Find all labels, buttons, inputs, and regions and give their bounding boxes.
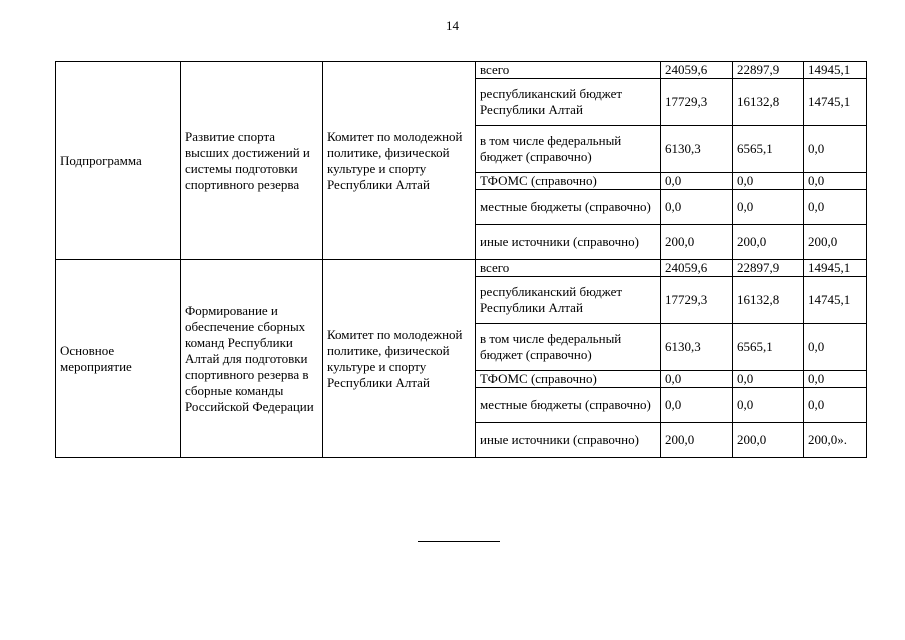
funding-source-cell: всего [476,260,661,277]
value-cell-year2: 0,0 [733,371,804,388]
funding-source-cell: ТФОМС (справочно) [476,173,661,190]
section-executor-cell: Комитет по молодежной политике, физической культуре и спорту Республики Алтай [323,62,476,260]
value-cell-year1: 200,0 [661,423,733,458]
value-cell-year2: 0,0 [733,388,804,423]
value-cell-year1: 24059,6 [661,62,733,79]
value-cell-year1: 17729,3 [661,277,733,324]
value-cell-year3: 0,0 [804,388,867,423]
table-row [56,62,867,79]
value-cell-year2: 200,0 [733,423,804,458]
value-cell-year3: 14745,1 [804,79,867,126]
value-cell-year3: 0,0 [804,371,867,388]
funding-source-cell: иные источники (справочно) [476,423,661,458]
value-cell-year3: 200,0». [804,423,867,458]
table-row [56,260,867,277]
value-cell-year3: 0,0 [804,190,867,225]
value-cell-year3: 200,0 [804,225,867,260]
funding-source-cell: в том числе федеральный бюджет (справочно) [476,126,661,173]
value-cell-year3: 14945,1 [804,260,867,277]
section-executor-cell: Комитет по молодежной политике, физической культуре и спорту Республики Алтай [323,260,476,458]
section-name-cell: Формирование и обеспечение сборных команд Республики Алтай для подготовки спортивного резерва в сборные команды Российской Федерации [181,260,323,458]
value-cell-year2: 0,0 [733,173,804,190]
value-cell-year3: 0,0 [804,173,867,190]
value-cell-year1: 17729,3 [661,79,733,126]
value-cell-year2: 0,0 [733,190,804,225]
value-cell-year3: 14945,1 [804,62,867,79]
value-cell-year2: 200,0 [733,225,804,260]
funding-source-cell: местные бюджеты (справочно) [476,190,661,225]
value-cell-year1: 6130,3 [661,126,733,173]
section-name-cell: Развитие спорта высших достижений и системы подготовки спортивного резерва [181,62,323,260]
value-cell-year1: 0,0 [661,388,733,423]
funding-source-cell: иные источники (справочно) [476,225,661,260]
value-cell-year1: 0,0 [661,190,733,225]
value-cell-year2: 16132,8 [733,277,804,324]
funding-source-cell: ТФОМС (справочно) [476,371,661,388]
funding-source-cell: республиканский бюджет Республики Алтай [476,79,661,126]
funding-source-cell: всего [476,62,661,79]
section-type-cell: Основное мероприятие [56,260,181,458]
value-cell-year3: 0,0 [804,126,867,173]
value-cell-year1: 24059,6 [661,260,733,277]
funding-source-cell: республиканский бюджет Республики Алтай [476,277,661,324]
value-cell-year2: 6565,1 [733,324,804,371]
value-cell-year2: 16132,8 [733,79,804,126]
section-main-activity [56,260,867,458]
value-cell-year1: 200,0 [661,225,733,260]
value-cell-year1: 0,0 [661,173,733,190]
section-subprogram [56,62,867,260]
value-cell-year3: 0,0 [804,324,867,371]
value-cell-year1: 6130,3 [661,324,733,371]
section-type-cell: Подпрограмма [56,62,181,260]
value-cell-year2: 22897,9 [733,62,804,79]
value-cell-year3: 14745,1 [804,277,867,324]
value-cell-year1: 0,0 [661,371,733,388]
value-cell-year2: 6565,1 [733,126,804,173]
value-cell-year2: 22897,9 [733,260,804,277]
funding-source-cell: в том числе федеральный бюджет (справочно) [476,324,661,371]
page-number: 14 [446,18,459,33]
funding-source-cell: местные бюджеты (справочно) [476,388,661,423]
budget-table [55,61,867,458]
footnote-divider [418,541,500,542]
